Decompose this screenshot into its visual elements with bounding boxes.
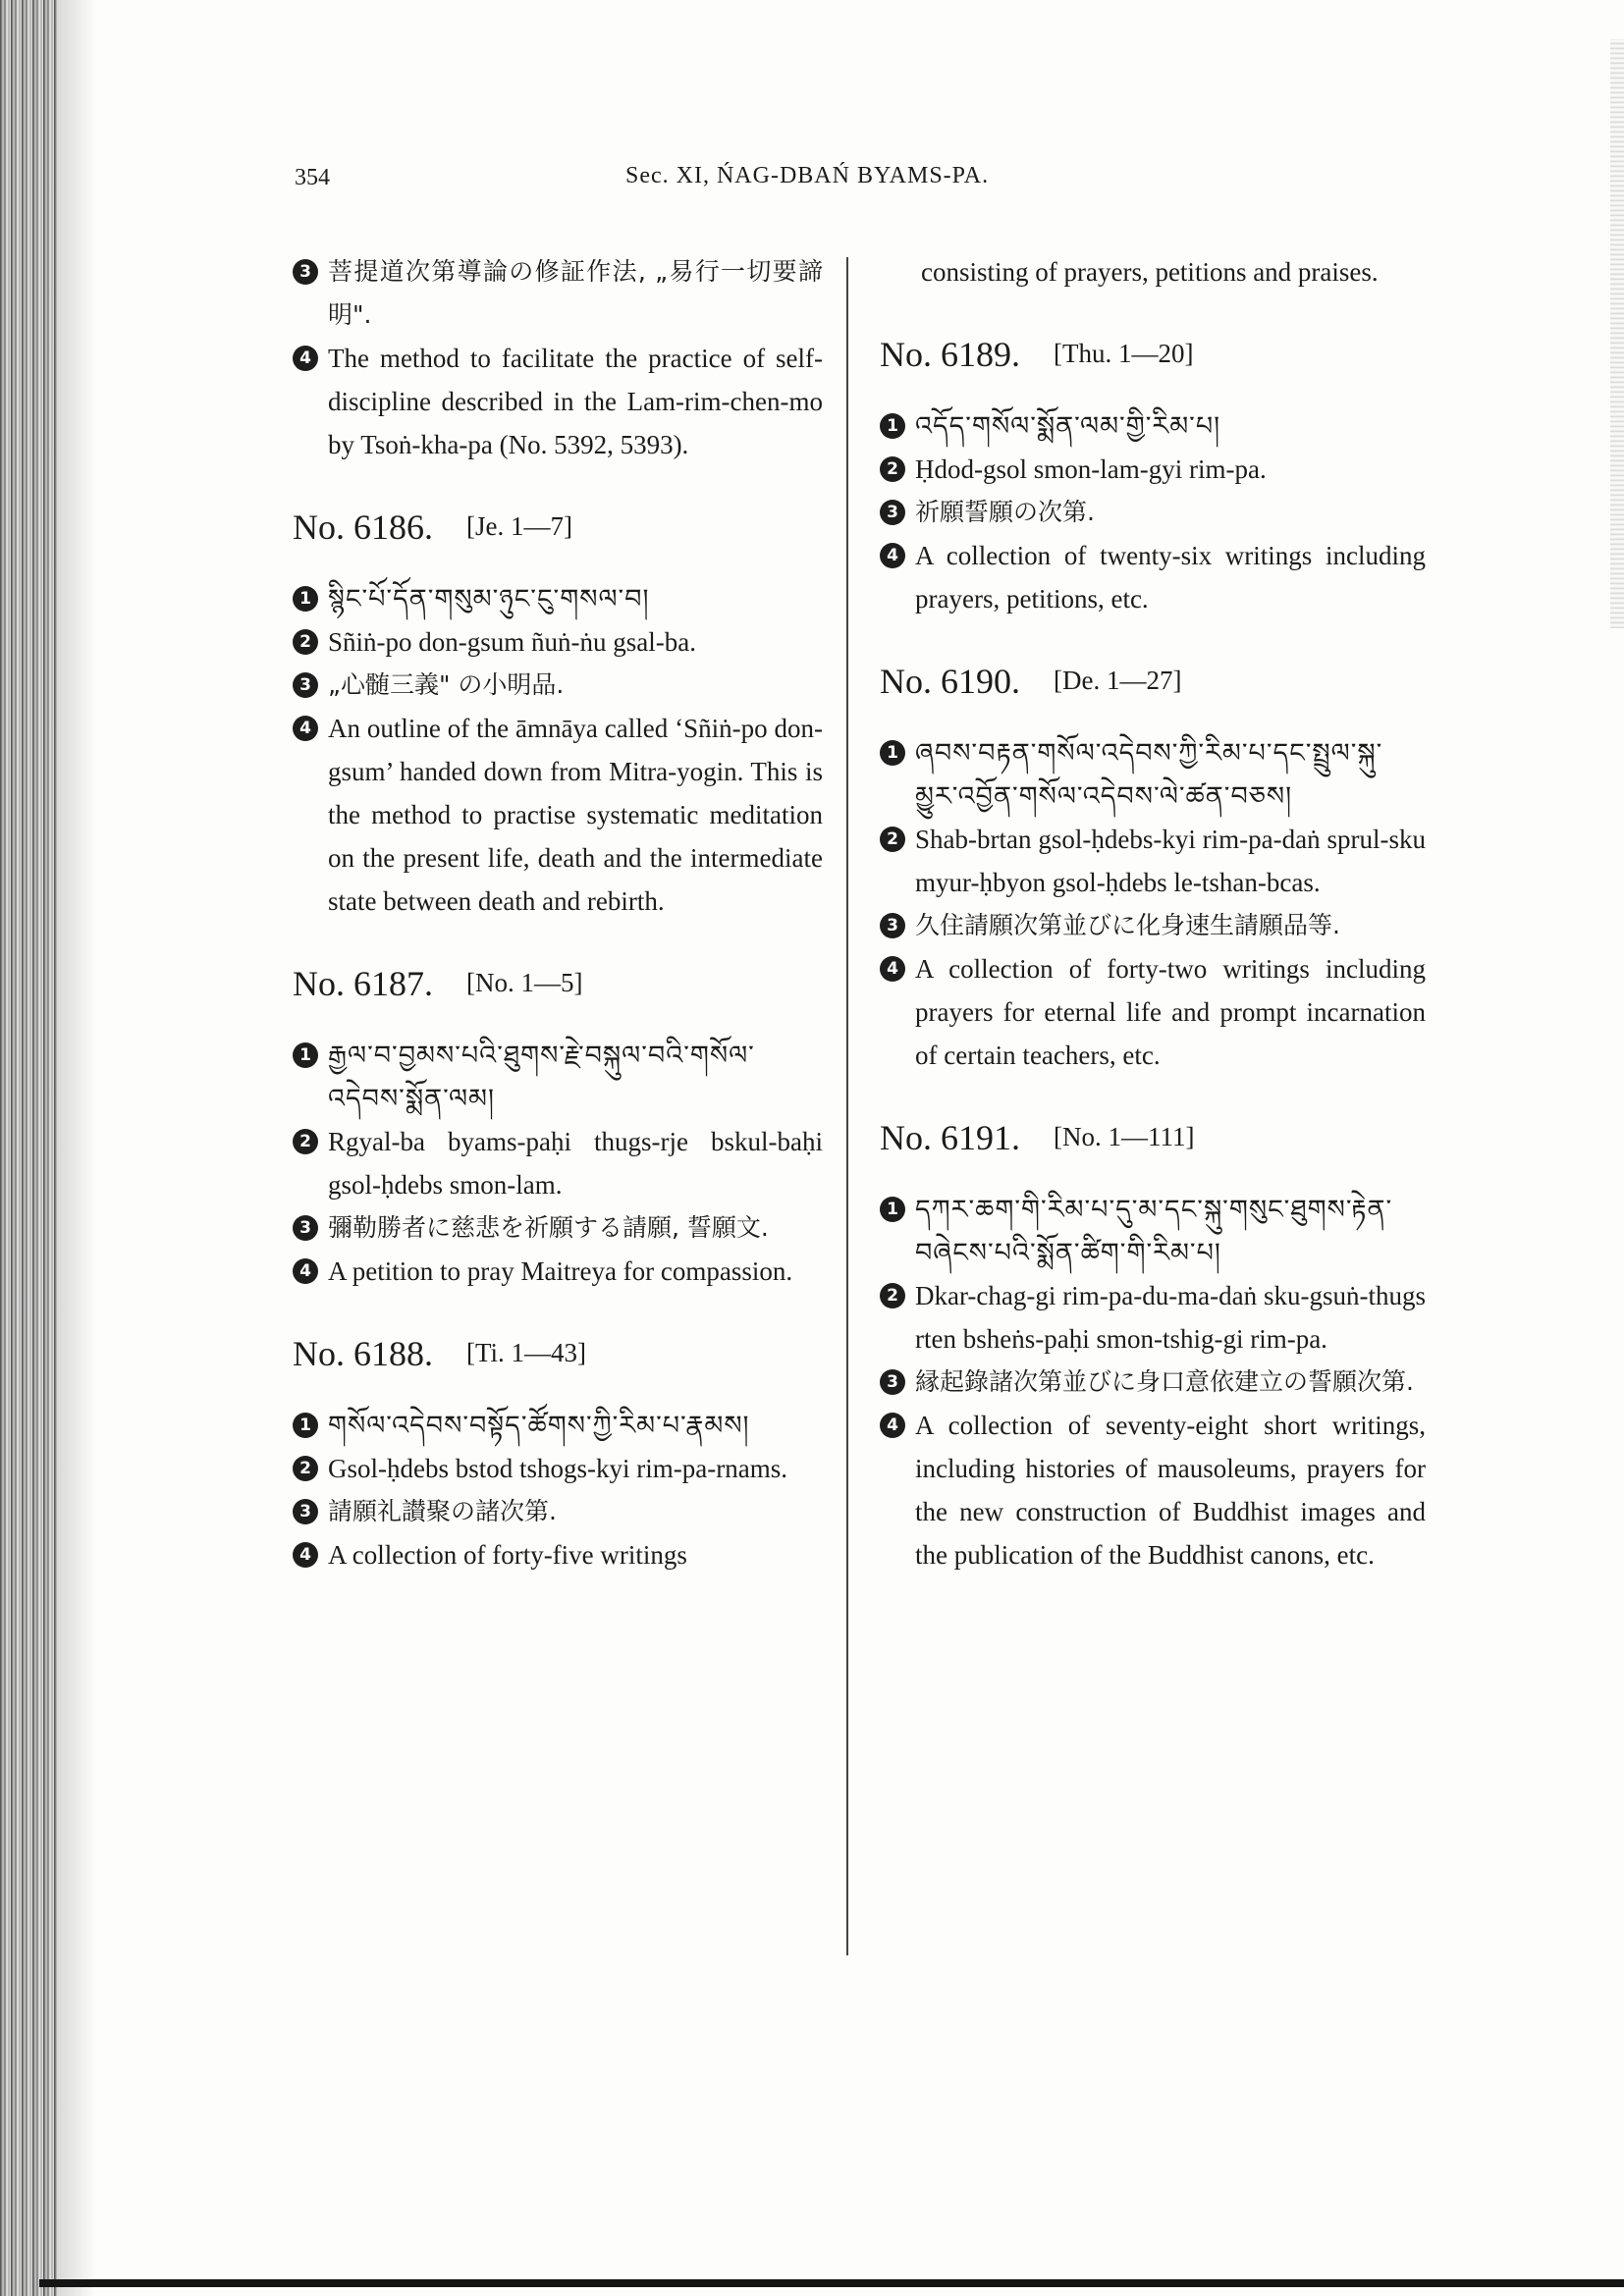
list-item (293, 1490, 823, 1533)
right-column (880, 250, 1426, 1576)
circled-number-icon: 4 (880, 1413, 905, 1438)
running-title: Sec. XI, ŃAG-DBAŃ BYAMS-PA. (625, 163, 990, 188)
list-item (880, 1274, 1426, 1361)
continuation-text: consisting of prayers, petitions and praises. (921, 257, 1379, 287)
japanese-title: 久住請願次第並びに化身速生請願品等. (915, 911, 1340, 939)
list-item (880, 1361, 1426, 1404)
list-item (880, 1404, 1426, 1576)
tibetan-title: ཞབས་བརྟན་གསོལ་འདེབས་ཀྱི་རིམ་པ་དང་སྤྲུལ་སྐུ་མྱུར་འབྱོན་གསོལ་འདེབས་ལེ་ཚན་བཅས། (915, 738, 1383, 811)
circled-number-icon: 4 (880, 956, 905, 982)
english-description: A collection of forty-two writings including prayers for eternal life and prompt incarnation of certain teachers, etc. (915, 954, 1426, 1070)
entry-number: No. 6188. (293, 1334, 433, 1373)
circled-number-icon: 2 (293, 1456, 318, 1481)
tibetan-title: སྙིང་པོ་དོན་གསུམ་ཉུང་ངུ་གསལ་བ། (328, 584, 650, 614)
entry-heading (293, 960, 823, 1006)
entry-number: No. 6187. (293, 964, 433, 1003)
circled-number-icon: 4 (293, 1542, 318, 1568)
circled-number-icon: 4 (293, 1258, 318, 1284)
scan-bottom-edge (39, 2279, 1624, 2287)
circled-number-icon: 2 (880, 456, 905, 482)
list-item (293, 664, 823, 707)
japanese-title: 祈願誓願の次第. (915, 498, 1095, 526)
transliteration: Sñiṅ-po don-gsum ñuṅ-ṅu gsal-ba. (328, 627, 696, 657)
japanese-title: 彌勒勝者に慈悲を祈願する請願, 誓願文. (328, 1213, 769, 1242)
tibetan-title: དཀར་ཆག་གི་རིམ་པ་དུ་མ་དང་སྐུ་གསུང་ཐུགས་རྟེན་བཞེངས་པའི་སྨོན་ཚིག་གི་རིམ་པ། (915, 1195, 1393, 1267)
entry-number: No. 6191. (880, 1118, 1020, 1157)
entry-number: No. 6189. (880, 335, 1020, 374)
list-item (293, 1447, 823, 1490)
japanese-title: 請願礼讃聚の諸次第. (328, 1497, 557, 1525)
entry-heading (880, 331, 1426, 377)
transliteration: Gsol-ḥdebs bstod tshogs-kyi rim-pa-rnams. (328, 1454, 787, 1483)
circled-number-icon: 1 (880, 413, 905, 439)
japanese-title: 縁起錄諸次第並びに身口意依建立の誓願次第. (915, 1367, 1414, 1396)
transliteration: Rgyal-ba byams-paḥi thugs-rje bskul-baḥi gsol-ḥdebs smon-lam. (328, 1127, 823, 1200)
list-item (880, 731, 1426, 818)
catalog-entry (293, 1330, 823, 1576)
transliteration: Ḥdod-gsol smon-lam-gyi rim-pa. (915, 454, 1267, 484)
circled-number-icon: 2 (880, 827, 905, 852)
circled-number-icon: 1 (880, 1197, 905, 1222)
list-item (880, 491, 1426, 534)
circled-number-icon: 1 (293, 1413, 318, 1438)
list-item (880, 818, 1426, 904)
english-description: A petition to pray Maitreya for compassion. (328, 1256, 793, 1286)
list-item (293, 1404, 823, 1447)
list-item (293, 1250, 823, 1293)
scan-left-edge (0, 0, 57, 2296)
english-description: A collection of seventy-eight short writings, including histories of mausoleums, prayers for the new construction of Buddhist images and the publication of the Buddhist canons, etc. (915, 1411, 1426, 1570)
list-item (880, 448, 1426, 491)
circled-number-icon: 4 (293, 716, 318, 741)
list-item (880, 250, 1426, 294)
left-column (293, 250, 823, 1576)
continuation-block (880, 250, 1426, 294)
entry-heading (880, 1114, 1426, 1160)
entry-number: No. 6190. (880, 662, 1020, 701)
tibetan-title: གསོལ་འདེབས་བསྟོད་ཚོགས་ཀྱི་རིམ་པ་རྣམས། (328, 1411, 750, 1440)
circled-number-icon: 1 (880, 740, 905, 766)
circled-number-icon: 2 (293, 1129, 318, 1154)
item-text: The method to facilitate the practice of self-discipline described in the Lam-rim-chen-mo by Tsoṅ-kha-pa (No. 5392, 5393). (328, 344, 823, 459)
list-item (293, 1533, 823, 1576)
entry-ref: [Ti. 1—43] (466, 1338, 587, 1367)
tibetan-title: རྒྱལ་བ་བྱམས་པའི་ཐུགས་རྗེ་བསྐུལ་བའི་གསོལ་འདེབས་སྨོན་ལམ། (328, 1041, 755, 1113)
circled-number-icon: 3 (293, 1499, 318, 1524)
japanese-title: „心髄三義" の小明品. (328, 670, 565, 699)
entry-ref: [No. 1—111] (1054, 1122, 1195, 1151)
entry-ref: [Je. 1—7] (466, 511, 572, 541)
circled-number-icon: 4 (293, 346, 318, 371)
circled-number-icon: 3 (293, 1215, 318, 1241)
entry-ref: [No. 1—5] (466, 968, 583, 997)
circled-number-icon: 4 (880, 543, 905, 568)
circled-number-icon: 3 (293, 672, 318, 698)
catalog-entry (880, 331, 1426, 620)
entry-ref: [Thu. 1—20] (1054, 339, 1194, 368)
list-item (880, 1188, 1426, 1274)
english-description: An outline of the āmnāya called ‘Sñiṅ-po don-gsum’ handed down from Mitra-yogin. This is the method to practise systematic meditation on the present life, death and the intermediate state between death and rebirth. (328, 714, 823, 916)
entry-ref: [De. 1—27] (1054, 666, 1182, 695)
transliteration: Shab-brtan gsol-ḥdebs-kyi rim-pa-daṅ sprul-sku myur-ḥbyon gsol-ḥdebs le-tshan-bcas. (915, 825, 1426, 897)
list-item (293, 1034, 823, 1120)
english-description: A collection of forty-five writings (328, 1540, 687, 1570)
catalog-entry (293, 960, 823, 1293)
list-item (293, 577, 823, 620)
scan-right-edge (1610, 39, 1624, 628)
list-item (880, 947, 1426, 1077)
circled-number-icon: 3 (293, 259, 318, 285)
circled-number-icon: 2 (880, 1283, 905, 1308)
list-item (293, 1206, 823, 1250)
entry-number: No. 6186. (293, 507, 433, 547)
catalog-entry (880, 658, 1426, 1077)
list-item (293, 707, 823, 923)
list-item (293, 620, 823, 664)
catalog-entry (293, 504, 823, 923)
column-divider (846, 257, 848, 1955)
entry-heading (293, 504, 823, 550)
transliteration: Dkar-chag-gi rim-pa-du-ma-daṅ sku-gsuṅ-thugs rten bsheṅs-paḥi smon-tshig-gi rim-pa. (915, 1281, 1426, 1354)
circled-number-icon: 3 (880, 1369, 905, 1395)
scan-left-shadow (57, 0, 96, 2296)
list-item (880, 534, 1426, 620)
list-item (293, 1120, 823, 1206)
page-number: 354 (295, 165, 330, 190)
entry-heading (880, 658, 1426, 704)
list-item (880, 404, 1426, 448)
circled-number-icon: 2 (293, 629, 318, 655)
entry-heading (293, 1330, 823, 1376)
circled-number-icon: 3 (880, 500, 905, 525)
english-description: A collection of twenty-six writings including prayers, petitions, etc. (915, 541, 1426, 614)
circled-number-icon: 1 (293, 1042, 318, 1068)
circled-number-icon: 1 (293, 586, 318, 612)
item-text: 菩提道次第導論の修証作法, „易行一切要諦明". (328, 257, 823, 329)
circled-number-icon: 3 (880, 913, 905, 938)
continuation-block (293, 250, 823, 466)
list-item (293, 250, 823, 337)
list-item (293, 337, 823, 466)
tibetan-title: འདོད་གསོལ་སྨོན་ལམ་གྱི་རིམ་པ། (915, 411, 1221, 441)
list-item (880, 904, 1426, 947)
catalog-entry (880, 1114, 1426, 1576)
